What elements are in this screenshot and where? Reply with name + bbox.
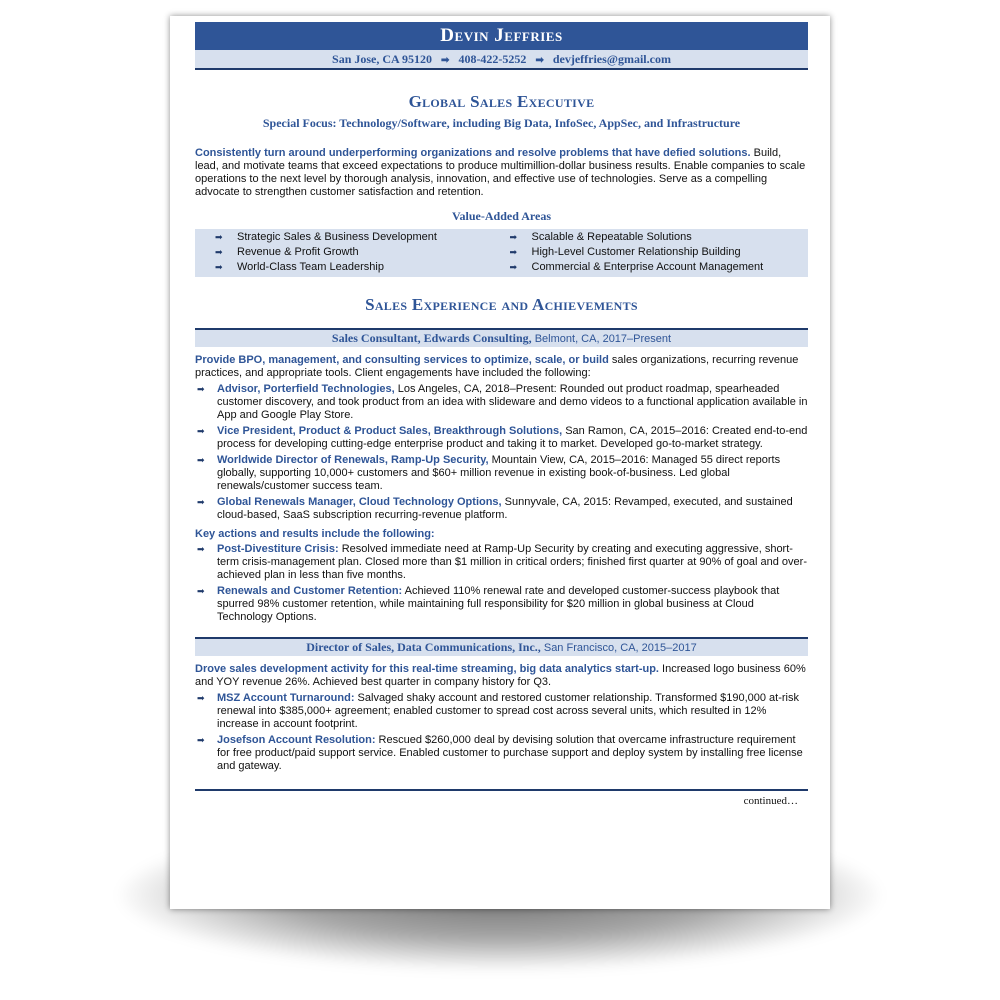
job-heading <box>195 328 808 347</box>
arrow-right-icon: ➡ <box>197 544 205 554</box>
item-body: Los Angeles, CA, 2018–Present: Rounded out product roadmap, spearheaded customer discovery, and took product from an idea with slideware and demo videos to a functional application available in App and Google Play Store. <box>217 383 808 421</box>
continued-label: continued… <box>743 795 798 807</box>
job-location: Belmont, CA, 2017–Present <box>531 333 672 345</box>
value-added-label: Strategic Sales & Business Development <box>237 231 437 243</box>
engagement-list <box>195 383 808 522</box>
item-body: Salvaged shaky account and restored customer relationship. Transformed $190,000 at-risk renewal into $385,000+ agreement; enabled customer to spread cost across several units, which resulted in 12% increase in account footprint. <box>217 692 800 730</box>
value-added-item <box>510 260 809 275</box>
value-added-item <box>215 245 502 260</box>
summary-lead: Consistently turn around underperforming organizations and resolve problems that have defied solutions. <box>195 147 751 159</box>
list-item <box>195 454 808 493</box>
item-lead: Vice President, Product & Product Sales, Breakthrough Solutions, <box>217 425 563 437</box>
arrow-right-icon: ➡ <box>215 247 223 257</box>
summary-paragraph <box>195 147 808 199</box>
item-body: Sunnyvale, CA, 2015: Revamped, executed, and sustained cloud-based, SaaS subscription recurring-revenue platform. <box>217 496 793 521</box>
value-added-label: Commercial & Enterprise Account Management <box>531 261 764 273</box>
item-lead: Global Renewals Manager, Cloud Technology Options, <box>217 496 502 508</box>
item-lead: Post-Divestiture Crisis: <box>217 543 339 555</box>
candidate-name: Devin Jeffries <box>440 25 563 46</box>
arrow-right-icon: ➡ <box>197 455 205 465</box>
headline-title: Global Sales Executive <box>408 92 595 111</box>
value-added-item <box>510 230 809 245</box>
list-item <box>195 543 808 582</box>
list-item <box>195 383 808 422</box>
value-added-item <box>510 245 809 260</box>
job-title: Sales Consultant, Edwards Consulting, <box>331 331 532 345</box>
arrow-right-icon: ➡ <box>197 426 205 436</box>
list-item <box>195 692 808 731</box>
value-added-left-column <box>195 230 502 275</box>
job-intro-body: Increased logo business 60% and YOY revenue 26%. Achieved best quarter in company history for Q3. <box>195 663 806 688</box>
value-added-label: Scalable & Repeatable Solutions <box>531 231 692 243</box>
arrow-right-icon: ➡ <box>197 497 205 507</box>
resume-page <box>170 16 830 909</box>
job-intro <box>195 354 808 380</box>
job-title: Director of Sales, Data Communications, Inc., <box>306 640 541 654</box>
experience-section-title: Sales Experience and Achievements <box>365 295 638 314</box>
item-lead: MSZ Account Turnaround: <box>217 692 355 704</box>
contact-location: San Jose, CA 95120 <box>332 52 433 66</box>
job-intro-body: sales organizations, recurring revenue practices, and appropriate tools. Client engagements have included the following: <box>195 354 799 379</box>
summary-body: Build, lead, and motivate teams that exceed expectations to produce multimillion-dollar business results. Enable companies to scale operations to the next level by thorough analysis, innovation, and effective use of technologies. Serve as a compelling advocate to strengthen customer satisfaction and retention. <box>195 147 806 198</box>
value-added-right-column <box>502 230 809 275</box>
name-banner <box>195 22 808 50</box>
list-item <box>195 496 808 522</box>
bottom-divider <box>195 789 808 791</box>
arrow-right-icon: ➡ <box>509 262 518 272</box>
job-location: San Francisco, CA, 2015–2017 <box>540 642 697 654</box>
job-intro-lead: Drove sales development activity for this real-time streaming, big data analytics start-up. <box>195 663 659 675</box>
arrow-right-icon: ➡ <box>535 55 544 66</box>
arrow-right-icon: ➡ <box>441 55 450 66</box>
value-added-label: World-Class Team Leadership <box>237 261 384 273</box>
arrow-right-icon: ➡ <box>197 586 205 596</box>
list-item <box>195 425 808 451</box>
item-body: San Ramon, CA, 2015–2016: Created end-to-end process for developing cutting-edge enterprise product and taking it to market. Developed go-to-market strategy. <box>217 425 808 450</box>
item-lead: Renewals and Customer Retention: <box>217 585 403 597</box>
arrow-right-icon: ➡ <box>197 384 205 394</box>
item-body: Rescued $260,000 deal by devising solution that overcame infrastructure requirement for free product/paid support service. Enabled customer to purchase support and deploy system by installing free license and gateway. <box>217 734 803 772</box>
item-lead: Advisor, Porterfield Technologies, <box>217 383 395 395</box>
item-lead: Josefson Account Resolution: <box>217 734 376 746</box>
contact-email: devjeffries@gmail.com <box>552 52 671 66</box>
arrow-right-icon: ➡ <box>197 693 205 703</box>
item-lead: Worldwide Director of Renewals, Ramp-Up Security, <box>217 454 489 466</box>
arrow-right-icon: ➡ <box>509 247 518 257</box>
list-item <box>195 585 808 624</box>
value-added-title: Value-Added Areas <box>451 209 552 223</box>
item-body: Achieved 110% renewal rate and developed customer-success playbook that spurred 98% customer retention, while maintaining full responsibility for $20 million in global business at Cloud Technology Options. <box>217 585 780 623</box>
key-actions-title: Key actions and results include the following: <box>195 528 435 540</box>
job-intro <box>195 663 808 689</box>
value-added-box <box>195 229 808 277</box>
arrow-right-icon: ➡ <box>215 232 223 242</box>
resume-content <box>195 22 808 807</box>
arrow-right-icon: ➡ <box>197 735 205 745</box>
results-list <box>195 692 808 773</box>
contact-phone: 408-422-5252 <box>458 52 527 66</box>
arrow-right-icon: ➡ <box>215 262 223 272</box>
arrow-right-icon: ➡ <box>509 232 518 242</box>
contact-line <box>195 50 808 70</box>
item-body: Resolved immediate need at Ramp-Up Security by creating and executing aggressive, short-term crisis-management plan. Closed more than $1 million in critical orders; finished first quarter at 90% of goal and over-achieved plan in less than five months. <box>217 543 807 581</box>
job-heading <box>195 637 808 656</box>
value-added-item <box>215 230 502 245</box>
value-added-item <box>215 260 502 275</box>
item-body: Mountain View, CA, 2015–2016: Managed 55 direct reports globally, supporting 10,000+ customers and $60+ million revenue in existing book-of-business. Led global renewals/customer success team. <box>217 454 781 492</box>
value-added-label: Revenue & Profit Growth <box>237 246 359 258</box>
special-focus: Special Focus: Technology/Software, including Big Data, InfoSec, AppSec, and Infrastructure <box>262 116 741 130</box>
list-item <box>195 734 808 773</box>
results-list <box>195 543 808 624</box>
value-added-label: High-Level Customer Relationship Building <box>531 246 741 258</box>
job-intro-lead: Provide BPO, management, and consulting services to optimize, scale, or build <box>195 354 609 366</box>
